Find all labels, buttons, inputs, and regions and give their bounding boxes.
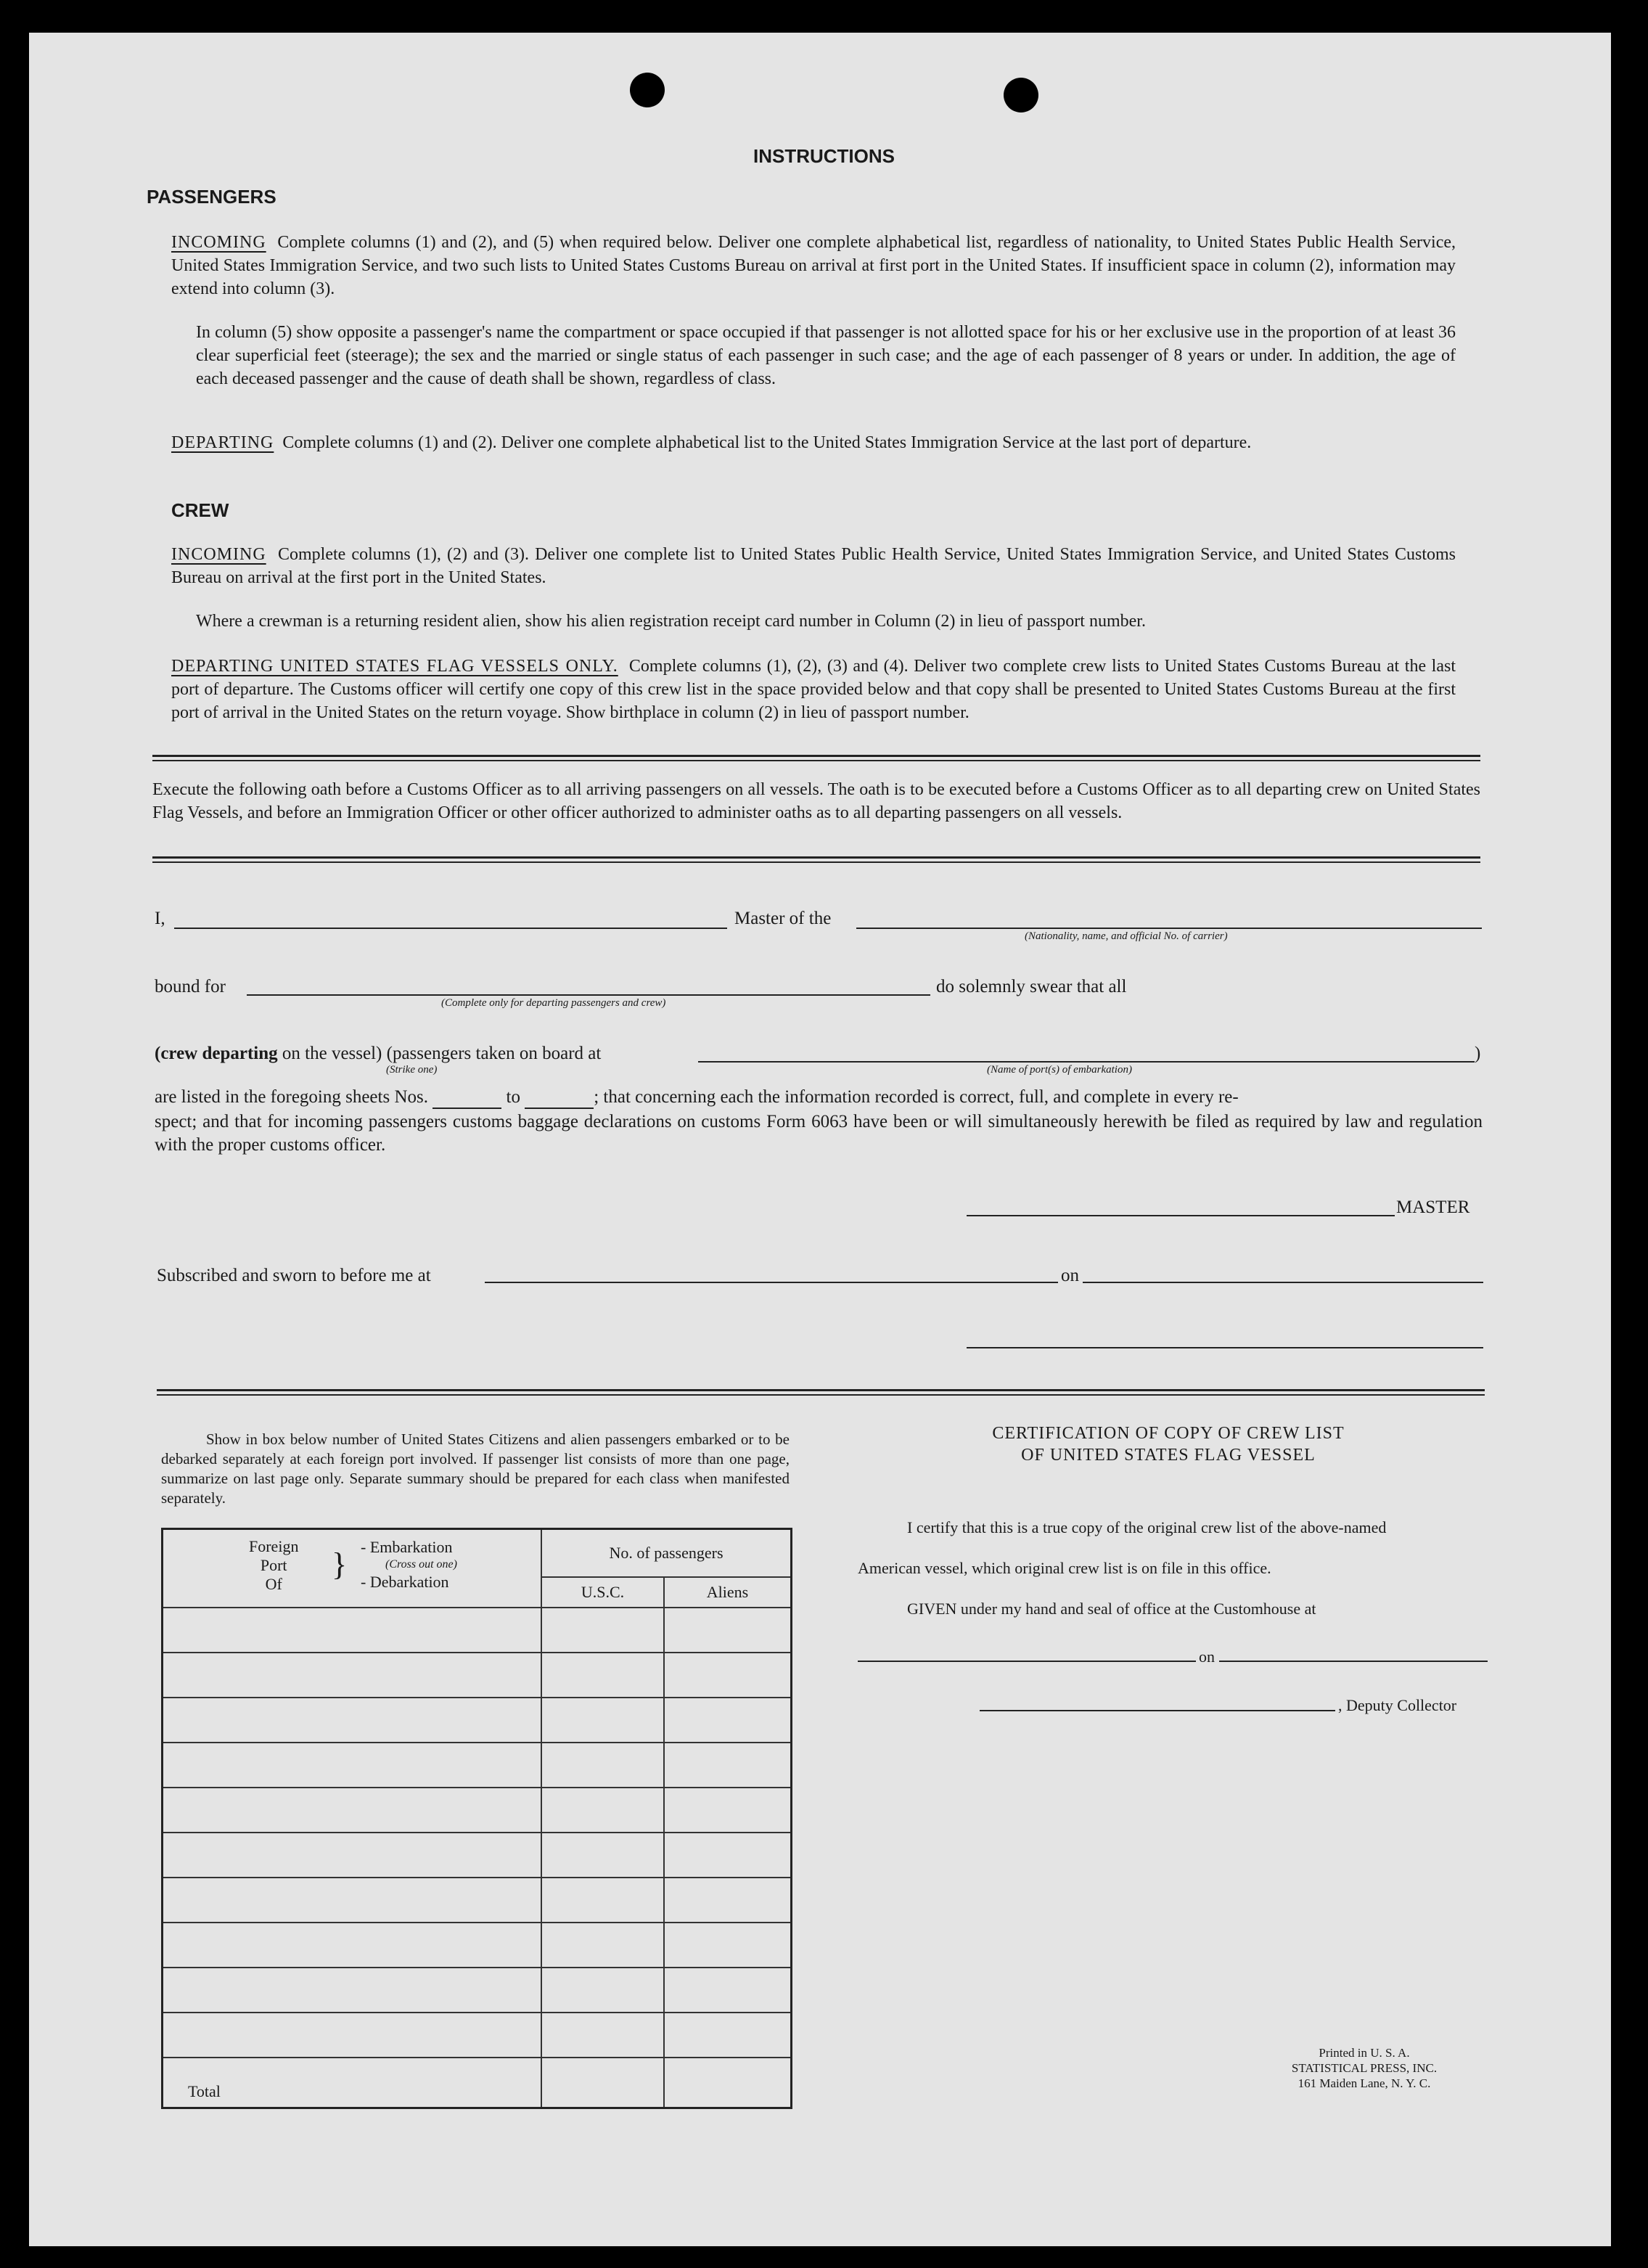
- printer-line2: STATISTICAL PRESS, INC.: [1291, 2061, 1438, 2075]
- subscribed-place-field[interactable]: [485, 1282, 1058, 1283]
- passengers-incoming-label: INCOMING: [171, 233, 266, 252]
- table-row: [163, 1878, 792, 1923]
- port-cell[interactable]: [163, 1743, 542, 1788]
- port-caption: (Name of port(s) of embarkation): [987, 1064, 1132, 1076]
- aliens-cell[interactable]: [664, 2013, 792, 2058]
- aliens-cell[interactable]: [664, 1968, 792, 2013]
- aliens-cell[interactable]: [664, 1608, 792, 1653]
- passengers-taken-option[interactable]: (passengers taken on board at: [386, 1044, 602, 1063]
- table-row: [163, 1743, 792, 1788]
- foreign-word: Foreign: [249, 1537, 299, 1555]
- brace: }: [332, 1547, 348, 1582]
- table-row: [163, 1653, 792, 1698]
- listed-text-b: ; that concerning each the information recorded is correct, full, and complete in every re-: [594, 1087, 1239, 1107]
- debarkation-option[interactable]: - Debarkation: [361, 1573, 449, 1591]
- crew-incoming-text: Complete columns (1), (2) and (3). Deliver one complete list to United States Public Health Service, United States Immigration Service, and United States Customs Bureau on arrival at the first port in the United States.: [171, 545, 1456, 587]
- certification-text3: GIVEN under my hand and seal of office at the Customhouse at: [907, 1600, 1316, 1618]
- usc-cell[interactable]: [541, 1968, 664, 2013]
- officer-signature-field[interactable]: [967, 1347, 1483, 1348]
- master-signature-field[interactable]: [967, 1215, 1395, 1216]
- crew-resident-paragraph: Where a crewman is a returning resident alien, show his alien registration receipt card number in Column (2) in lieu of passport number.: [196, 612, 1146, 631]
- sheet-from-field[interactable]: [433, 1087, 501, 1109]
- punch-hole-right: [1004, 78, 1038, 112]
- port-cell[interactable]: [163, 1608, 542, 1653]
- customhouse-field[interactable]: [858, 1661, 1196, 1662]
- usc-cell[interactable]: [541, 1653, 664, 1698]
- certification-title: [856, 1422, 1480, 1466]
- punch-hole-left: [630, 73, 665, 107]
- complete-only-caption: (Complete only for departing passengers and crew): [441, 997, 666, 1009]
- nationality-caption: (Nationality, name, and official No. of carrier): [1025, 930, 1228, 942]
- embarkation-option[interactable]: - Embarkation: [361, 1538, 453, 1556]
- aliens-cell[interactable]: [664, 1788, 792, 1833]
- passengers-incoming-paragraph: [171, 231, 1456, 300]
- on-the-vessel: on the vessel): [282, 1044, 382, 1063]
- aliens-total-cell[interactable]: [664, 2058, 792, 2108]
- strike-one-line: [155, 1044, 601, 1064]
- aliens-cell[interactable]: [664, 1923, 792, 1968]
- certification-title-line2: OF UNITED STATES FLAG VESSEL: [1021, 1446, 1316, 1465]
- master-label: MASTER: [1396, 1198, 1470, 1217]
- table-row: [163, 1968, 792, 2013]
- aliens-header: Aliens: [664, 1577, 792, 1608]
- double-rule: [157, 1389, 1485, 1396]
- printer-imprint: [1234, 2045, 1495, 2091]
- carrier-field[interactable]: [856, 928, 1482, 929]
- listed-text-c: spect; and that for incoming passengers customs baggage declarations on customs Form 6063 have been or will simultaneously herewith be filed as required by law and regulation with the proper customs officer.: [155, 1112, 1483, 1155]
- port-word: Port: [260, 1556, 287, 1574]
- embark-debark-options: [361, 1539, 457, 1591]
- table-row: [163, 1608, 792, 1653]
- crew-departing-text: Complete columns (1), (2), (3) and (4). Deliver two complete crew lists to United States Customs Bureau at the last port of departure. The Customs officer will certify one copy of this crew list in the space provided below and that copy shall be presented to United States Customs Bureau at the first port of arrival in the United States on the return voyage. Show birthplace in column (2) in lieu of passport number.: [171, 657, 1456, 722]
- port-cell[interactable]: [163, 1923, 542, 1968]
- double-rule: [152, 755, 1480, 761]
- passengers-column5-paragraph: In column (5) show opposite a passenger's name the compartment or space occupied if that passenger is not allotted space for his or her exclusive use in the proportion of at least 36 clear superficial feet (steerage); the sex and the married or single status of each passenger in such case; and the age of each passenger of 8 years or under. In addition, the age of each deceased passenger and the cause of death shall be shown, regardless of class.: [196, 323, 1456, 388]
- foreign-port-header: [163, 1529, 542, 1608]
- oath-intro: Execute the following oath before a Customs Officer as to all arriving passengers on all vessels. The oath is to be executed before a Customs Officer as to all departing crew on United States Flag Vessels, and before an Immigration Officer or other officer authorized to administer oaths as to all departing passengers on all vessels.: [152, 780, 1480, 822]
- summary-instructions: Show in box below number of United States Citizens and alien passengers embarked or to be debarked separately at each foreign port involved. If passenger list consists of more than one page, summarize on last page only. Separate summary should be prepared for each class when manifested separately.: [161, 1430, 790, 1507]
- deputy-signature-field[interactable]: [980, 1710, 1335, 1711]
- crew-departing-paragraph: [171, 655, 1456, 724]
- usc-cell[interactable]: [541, 2013, 664, 2058]
- certification-date-field[interactable]: [1219, 1661, 1488, 1662]
- table-row: [163, 1833, 792, 1878]
- printer-line3: 161 Maiden Lane, N. Y. C.: [1298, 2076, 1431, 2090]
- foreign-port-of-label: [249, 1537, 298, 1594]
- port-cell[interactable]: [163, 1968, 542, 2013]
- port-cell[interactable]: [163, 2013, 542, 2058]
- usc-cell[interactable]: [541, 1788, 664, 1833]
- table-row: [163, 2013, 792, 2058]
- port-cell[interactable]: [163, 1833, 542, 1878]
- cross-out-caption: (Cross out one): [385, 1558, 457, 1571]
- passengers-departing-text: Complete columns (1) and (2). Deliver one complete alphabetical list to the United States Immigration Service at the last port of departure.: [282, 433, 1252, 452]
- passengers-departing-paragraph: [171, 431, 1456, 454]
- double-rule: [152, 856, 1480, 863]
- instructions-title: INSTRUCTIONS: [753, 145, 895, 167]
- listed-sheets-line: [155, 1087, 1239, 1109]
- deputy-collector-label: , Deputy Collector: [1338, 1696, 1457, 1714]
- crew-heading: CREW: [171, 499, 229, 521]
- passenger-summary-table: [161, 1528, 792, 2109]
- aliens-cell[interactable]: [664, 1743, 792, 1788]
- listed-text-a: are listed in the foregoing sheets Nos.: [155, 1087, 428, 1107]
- crew-incoming-label: INCOMING: [171, 545, 266, 564]
- usc-cell[interactable]: [541, 1878, 664, 1923]
- usc-total-cell[interactable]: [541, 2058, 664, 2108]
- usc-cell[interactable]: [541, 1698, 664, 1743]
- of-word: Of: [265, 1575, 282, 1593]
- usc-cell[interactable]: [541, 1833, 664, 1878]
- crew-departing-label: DEPARTING UNITED STATES FLAG VESSELS ONLY.: [171, 657, 618, 676]
- table-row: [163, 1923, 792, 1968]
- subscribed-on-label: on: [1061, 1266, 1079, 1285]
- aliens-cell[interactable]: [664, 1878, 792, 1923]
- port-field[interactable]: [698, 1061, 1475, 1063]
- bound-for-label: bound for: [155, 977, 226, 996]
- port-cell[interactable]: [163, 1788, 542, 1833]
- aliens-cell[interactable]: [664, 1653, 792, 1698]
- strike-one-caption: (Strike one): [386, 1064, 438, 1076]
- passengers-heading: PASSENGERS: [147, 186, 276, 208]
- no-of-passengers-header: No. of passengers: [541, 1529, 792, 1578]
- usc-cell[interactable]: [541, 1743, 664, 1788]
- usc-cell[interactable]: [541, 1923, 664, 1968]
- bound-for-field[interactable]: [247, 994, 930, 996]
- port-cell[interactable]: [163, 1878, 542, 1923]
- sheet-to-field[interactable]: [525, 1087, 594, 1109]
- port-cell[interactable]: [163, 1698, 542, 1743]
- table-row: [163, 1788, 792, 1833]
- passengers-departing-label: DEPARTING: [171, 433, 274, 452]
- crew-incoming-paragraph: [171, 543, 1456, 589]
- listed-text-to: to: [506, 1087, 520, 1107]
- master-of-label: Master of the: [734, 909, 832, 928]
- aliens-cell[interactable]: [664, 1833, 792, 1878]
- certification-text2: American vessel, which original crew list is on file in this office.: [858, 1559, 1271, 1577]
- table-row: [163, 1698, 792, 1743]
- usc-header: U.S.C.: [541, 1577, 664, 1608]
- master-name-field[interactable]: [174, 928, 727, 929]
- close-paren: ): [1475, 1044, 1481, 1063]
- swear-text: do solemnly swear that all: [936, 977, 1127, 996]
- printer-line1: Printed in U. S. A.: [1319, 2046, 1410, 2060]
- total-label: Total: [163, 2058, 542, 2108]
- port-cell[interactable]: [163, 1653, 542, 1698]
- certification-on-label: on: [1199, 1647, 1215, 1666]
- crew-departing-option[interactable]: (crew departing: [155, 1044, 278, 1063]
- aliens-cell[interactable]: [664, 1698, 792, 1743]
- passengers-incoming-text: Complete columns (1) and (2), and (5) when required below. Deliver one complete alphabetical list, regardless of nationality, to United States Public Health Service, United States Immigration Service, and two such lists to United States Customs Bureau on arrival at first port in the United States. If insufficient space in column (2), information may extend into column (3).: [171, 233, 1456, 298]
- certification-text1: I certify that this is a true copy of the original crew list of the above-named: [907, 1518, 1387, 1536]
- total-row: [163, 2058, 792, 2108]
- certification-title-line1: CERTIFICATION OF COPY OF CREW LIST: [992, 1424, 1345, 1443]
- usc-cell[interactable]: [541, 1608, 664, 1653]
- i-label: I,: [155, 909, 165, 928]
- subscribed-date-field[interactable]: [1083, 1282, 1483, 1283]
- subscribed-label: Subscribed and sworn to before me at: [157, 1266, 431, 1285]
